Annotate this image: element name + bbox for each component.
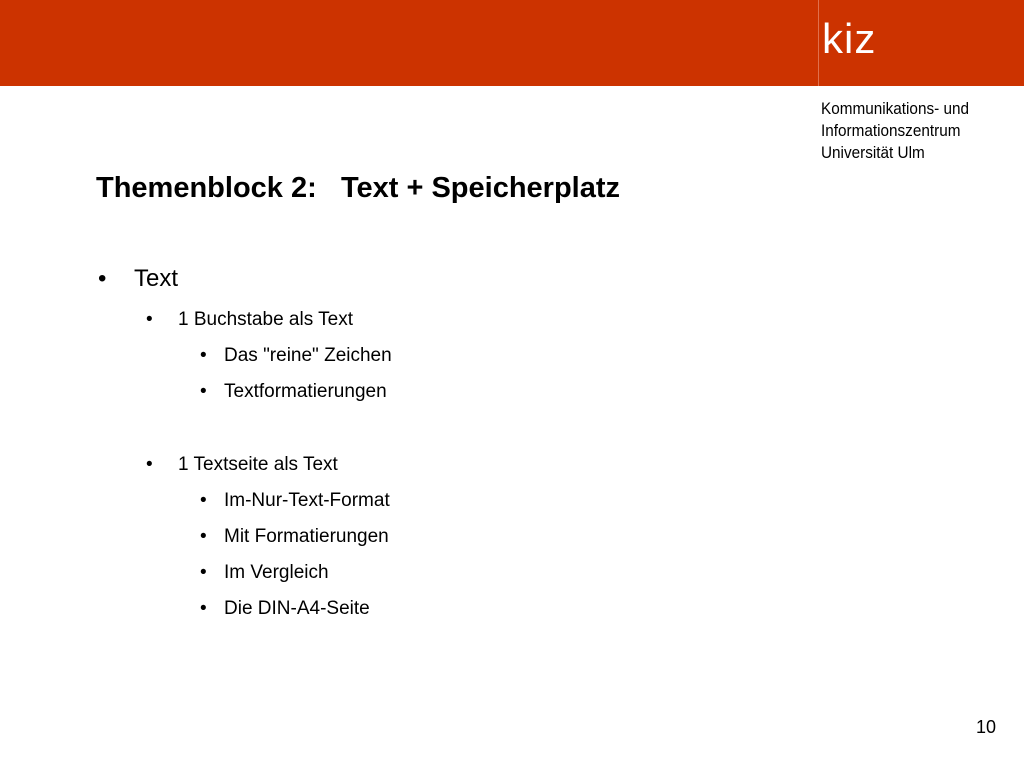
bullet-text: Textformatierungen [224, 381, 387, 402]
org-line-2: Informationszentrum [821, 121, 961, 140]
bullet-text: Im-Nur-Text-Format [224, 490, 390, 511]
bullet-text: 1 Textseite als Text [178, 454, 338, 475]
organization-name [821, 98, 969, 164]
bullet-text: Das "reine" Zeichen [224, 345, 392, 366]
bullet-icon: • [98, 265, 107, 292]
slide-title: Themenblock 2: Text + Speicherplatz [96, 172, 621, 204]
header-divider [818, 0, 819, 86]
bullet-text: 1 Buchstabe als Text [178, 309, 353, 330]
bullet-icon: • [146, 454, 153, 475]
bullet-text: Im Vergleich [224, 562, 329, 583]
bullet-text: Mit Formatierungen [224, 526, 389, 547]
kiz-logo: kiz [822, 15, 877, 62]
bullet-icon: • [200, 598, 207, 619]
org-line-1: Kommunikations- und [821, 99, 969, 118]
bullet-icon: • [200, 490, 207, 511]
bullet-icon: • [146, 309, 153, 330]
bullet-text: Text [134, 265, 179, 292]
bullet-icon: • [200, 526, 207, 547]
bullet-icon: • [200, 562, 207, 583]
org-line-3: Universität Ulm [821, 143, 925, 162]
bullet-text: Die DIN-A4-Seite [224, 598, 370, 619]
page-number: 10 [975, 717, 996, 737]
bullet-icon: • [200, 345, 207, 366]
bullet-icon: • [200, 381, 207, 402]
